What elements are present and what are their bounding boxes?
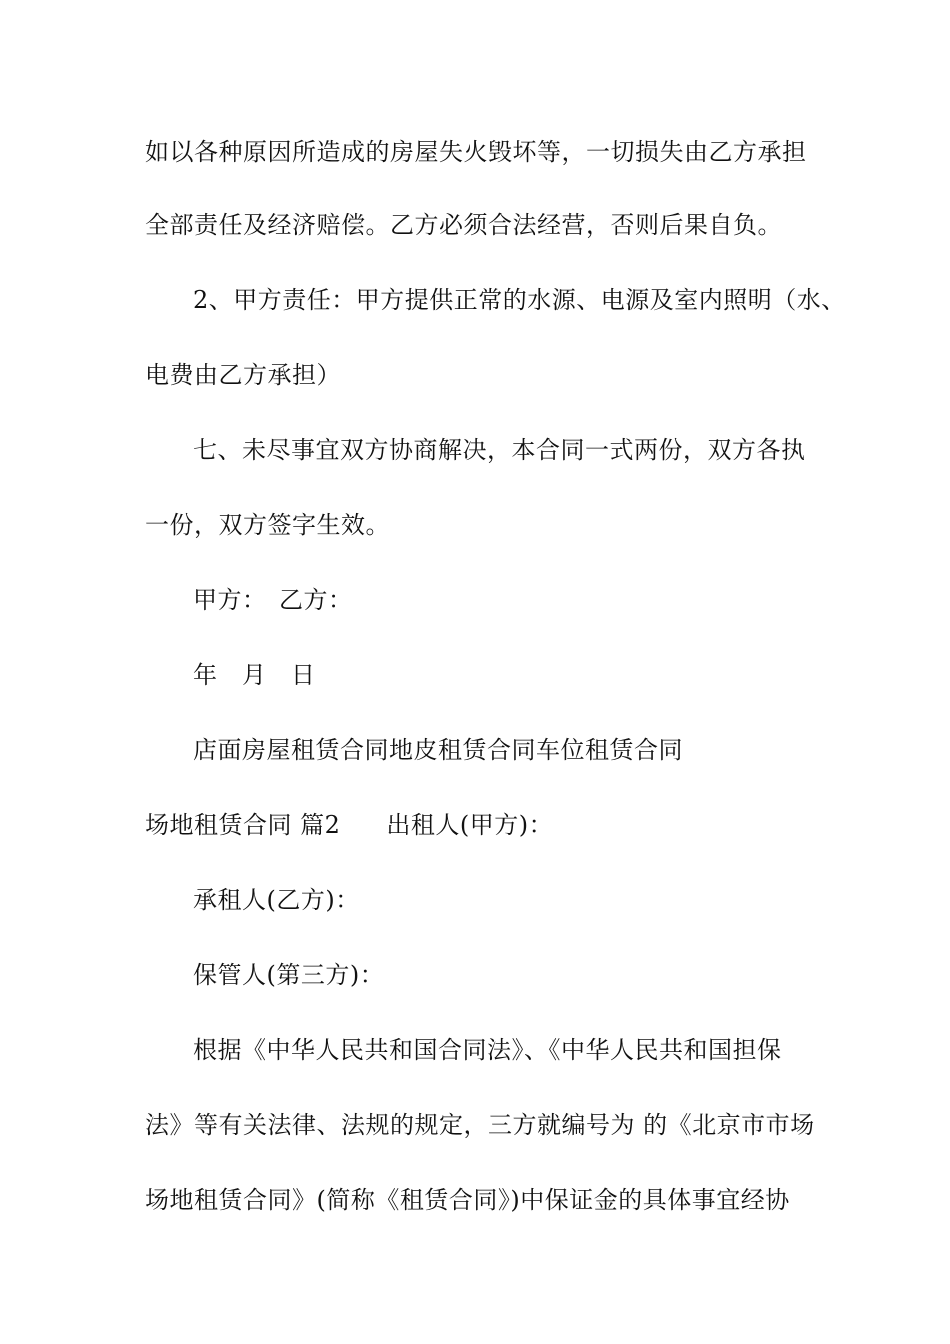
paragraph-line: 如以各种原因所造成的房屋失火毁坏等，一切损失由乙方承担 bbox=[145, 138, 807, 166]
custodian-label: 保管人(第三方)： bbox=[193, 961, 385, 989]
paragraph-line: 根据《中华人民共和国合同法》、《中华人民共和国担保 bbox=[193, 1036, 782, 1064]
lessee-label: 承租人(乙方)： bbox=[193, 886, 360, 914]
related-links-line: 店面房屋租赁合同地皮租赁合同车位租赁合同 bbox=[193, 736, 683, 764]
paragraph-line: 全部责任及经济赔偿。乙方必须合法经营，否则后果自负。 bbox=[145, 211, 782, 239]
signature-line: 甲方： 乙方： bbox=[193, 586, 353, 614]
paragraph-line: 七、未尽事宜双方协商解决，本合同一式两份，双方各执 bbox=[193, 436, 806, 464]
section-heading-line bbox=[145, 810, 553, 840]
paragraph-line: 场地租赁合同》(简称《租赁合同》)中保证金的具体事宜经协 bbox=[145, 1186, 790, 1214]
lessor-label: 出租人(甲方)： bbox=[386, 811, 554, 839]
paragraph-line: 法》等有关法律、法规的规定，三方就编号为 的《北京市市场 bbox=[145, 1111, 815, 1139]
section-title: 场地租赁合同 篇2 bbox=[145, 811, 341, 839]
date-line: 年 月 日 bbox=[193, 661, 316, 689]
paragraph-line: 电费由乙方承担） bbox=[145, 361, 341, 389]
paragraph-line: 2、甲方责任：甲方提供正常的水源、电源及室内照明（水、 bbox=[193, 286, 846, 314]
paragraph-line: 一份，双方签字生效。 bbox=[145, 511, 390, 539]
